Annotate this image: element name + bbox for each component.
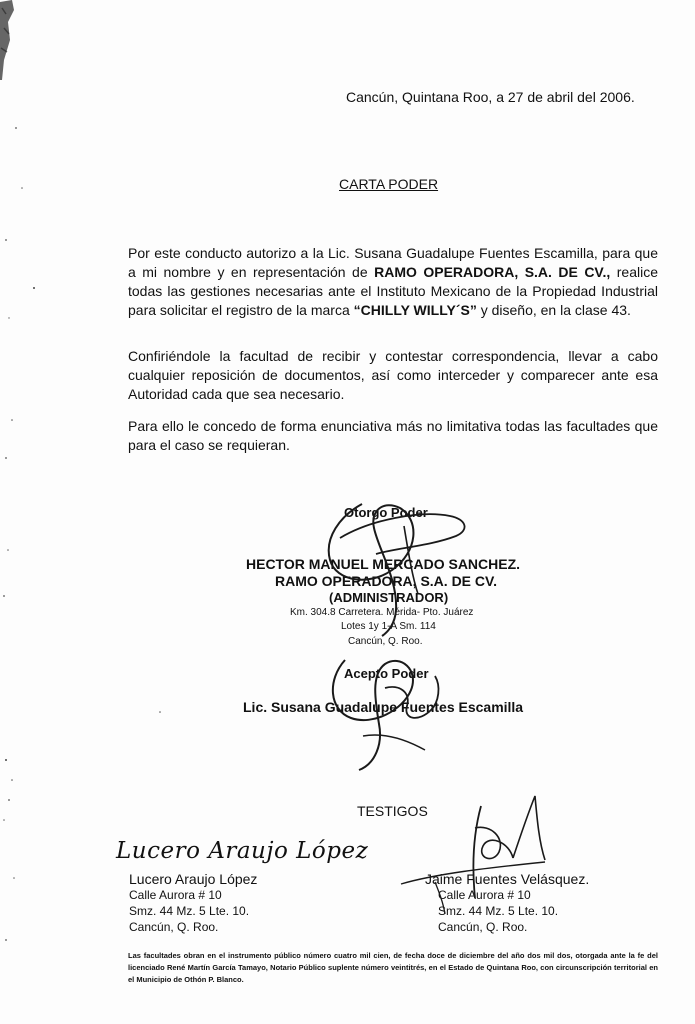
witness-left-address-line-3: Cancún, Q. Roo. — [129, 920, 219, 934]
document-title: CARTA PODER — [339, 176, 439, 192]
witness-right-name: Jaime Fuentes Velásquez. — [425, 871, 590, 887]
witness-right-signature — [395, 788, 570, 918]
witness-right-address-line-1: Calle Aurora # 10 — [438, 888, 531, 902]
paragraph-scope-text: Para ello le concedo de forma enunciativa más no limitativa todas las facultades que para el caso se requieran. — [128, 418, 658, 453]
witness-left-handwritten-name: Lucero Araujo López — [116, 838, 369, 864]
grantor-name: HECTOR MANUEL MERCADO SANCHEZ. — [246, 556, 521, 572]
paragraph-faculties — [128, 347, 658, 404]
grantor-address-line-3: Cancún, Q. Roo. — [348, 636, 423, 647]
witness-right-address-line-3: Cancún, Q. Roo. — [438, 920, 528, 934]
grantor-signature — [300, 490, 480, 640]
witness-left-address-line-1: Calle Aurora # 10 — [129, 888, 222, 902]
paragraph-authorization-text-1: Por este conducto autorizo a la Lic. Susana Guadalupe Fuentes Escamilla, para que a mi nombre y en representación de — [128, 245, 658, 280]
paragraph-authorization-text-2: realice todas las gestiones necesarias ante el Instituto Mexicano de la Propiedad Industrial para solicitar el registro de la marca — [128, 264, 658, 318]
paragraph-scope — [128, 417, 658, 455]
acceptor-name: Lic. Susana Guadalupe Fuentes Escamilla — [243, 699, 524, 715]
company-name-bold: RAMO OPERADORA, S.A. DE CV., — [374, 264, 611, 280]
witness-right-address-line-2: Smz. 44 Mz. 5 Lte. 10. — [438, 904, 559, 918]
paragraph-authorization — [128, 244, 658, 320]
acceptor-signature — [315, 640, 455, 775]
brand-name-bold: “CHILLY WILLY´S” — [353, 302, 477, 318]
witnesses-title: TESTIGOS — [357, 803, 428, 819]
grantor-address-line-2: Lotes 1y 1-A Sm. 114 — [341, 621, 436, 632]
place-date: Cancún, Quintana Roo, a 27 de abril del 2006. — [346, 89, 635, 105]
paragraph-faculties-text: Confiriéndole la facultad de recibir y contestar correspondencia, llevar a cabo cualquier reposición de documentos, así como interceder y comparecer ante esa Autoridad cada que sea necesario. — [128, 348, 658, 402]
accept-power-label: Acepto Poder — [344, 666, 429, 681]
grantor-address-line-1: Km. 304.8 Carretera. Mérida- Pto. Juárez — [290, 607, 474, 618]
footer-note: Las facultades obran en el instrumento público número cuatro mil cien, de fecha doce de diciembre del año dos mil dos, otorgada ante la fe del licenciado René Martín García Tamayo, Notario Público suplente número veintitrés, en el Estado de Quintana Roo, con circunscripción territorial en el Municipio de Othón P. Blanco. — [128, 951, 658, 984]
witness-left-address-line-2: Smz. 44 Mz. 5 Lte. 10. — [129, 904, 250, 918]
witness-left-name: Lucero Araujo López — [129, 871, 258, 887]
grantor-company: RAMO OPERADORA, S.A. DE CV. — [275, 573, 497, 589]
paragraph-authorization-text-3: y diseño, en la clase 43. — [476, 302, 631, 318]
grantor-role: (ADMINISTRADOR) — [329, 590, 449, 605]
grant-power-label: Otorgo Poder — [344, 505, 428, 520]
